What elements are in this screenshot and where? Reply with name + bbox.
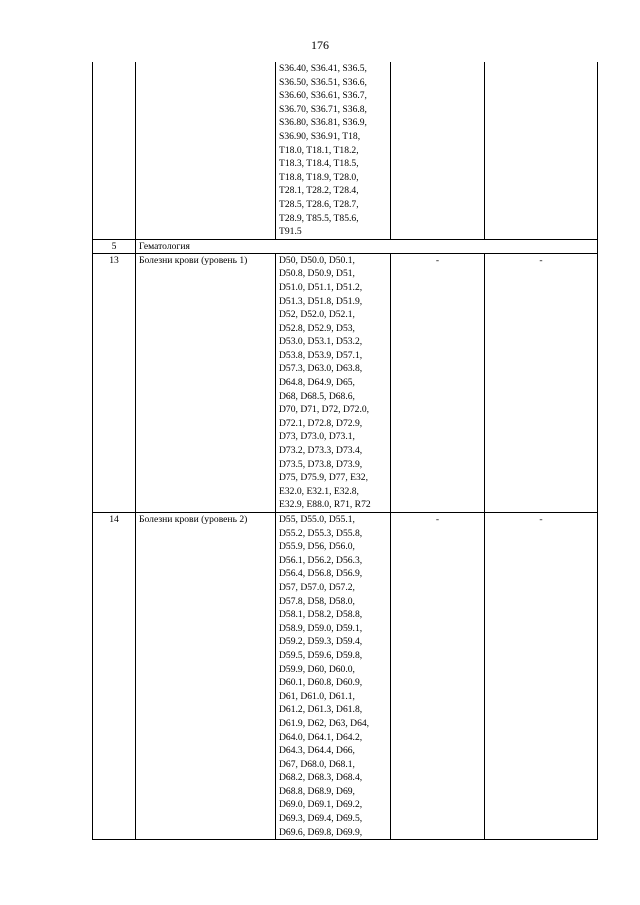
row-number: 14 [93,513,136,840]
table-row [93,253,598,512]
row-codes: D55, D55.0, D55.1, D55.2, D55.3, D55.8, D55.9, D56, D56.0, D56.1, D56.2, D56.3, D56.4, D56.8, D56.9, D57, D57.0, D57.2, D57.8, D58, D58.0, D58.1, D58.2, D58.8, D58.9, D59.0, D59.1, D59.2, D59.3, D59.4, D59.5, D59.6, D59.8, D59.9, D60, D60.0, D60.1, D60.8, D60.9, D61, D61.0, D61.1, D61.2, D61.3, D61.8, D61.9, D62, D63, D64, D64.0, D64.1, D64.2, D64.3, D64.4, D66, D67, D68.0, D68.1, D68.2, D68.3, D68.4, D68.8, D68.9, D69, D69.0, D69.1, D69.2, D69.3, D69.4, D69.5, D69.6, D69.8, D69.9, [276,513,391,840]
table-row [93,513,598,840]
cell-name [136,62,276,239]
cell-col4 [391,62,485,239]
row-col4-value: - [391,253,485,512]
row-codes: D50, D50.0, D50.1, D50.8, D50.9, D51, D51.0, D51.1, D51.2, D51.3, D51.8, D51.9, D52, D52.0, D52.1, D52.8, D52.9, D53, D53.0, D53.1, D53.2, D53.8, D53.9, D57.1, D57.3, D63.0, D63.8, D64.8, D64.9, D65, D68, D68.5, D68.6, D70, D71, D72, D72.0, D72.1, D72.8, D72.9, D73, D73.0, D73.1, D73.2, D73.3, D73.4, D73.5, D73.8, D73.9, D75, D75.9, D77, E32, E32.0, E32.1, E32.8, E32.9, E88.0, R71, R72 [276,253,391,512]
section-title: Гематология [136,239,598,253]
table-row-section [93,239,598,253]
row-col4-value: - [391,513,485,840]
row-number: 13 [93,253,136,512]
row-name: Болезни крови (уровень 1) [136,253,276,512]
cell-number [93,62,136,239]
table-row-continuation [93,62,598,239]
page-number: 176 [311,38,329,52]
row-name: Болезни крови (уровень 2) [136,513,276,840]
section-number: 5 [93,239,136,253]
diagnosis-codes-table [92,62,598,840]
row-col5-value: - [485,513,598,840]
cell-col5 [485,62,598,239]
row-col5-value: - [485,253,598,512]
cell-codes: S36.40, S36.41, S36.5, S36.50, S36.51, S36.6, S36.60, S36.61, S36.7, S36.70, S36.71, S36.8, S36.80, S36.81, S36.9, S36.90, S36.91, T18, T18.0, T18.1, T18.2, T18.3, T18.4, T18.5, T18.8, T18.9, T28.0, T28.1, T28.2, T28.4, T28.5, T28.6, T28.7, T28.9, T85.5, T85.6, T91.5 [276,62,391,239]
